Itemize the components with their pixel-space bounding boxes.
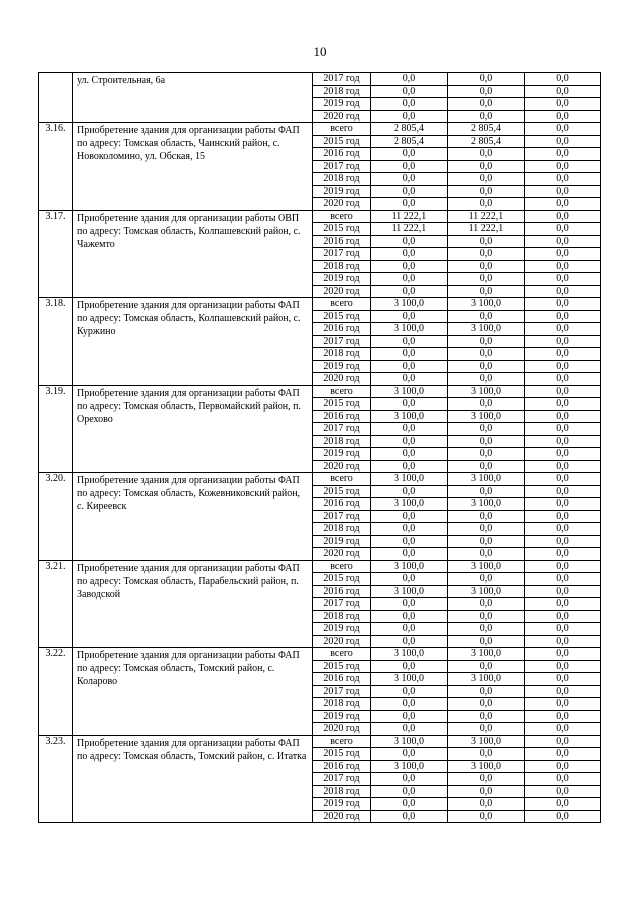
other-value-cell: 0,0 <box>525 460 601 473</box>
budget-value-cell: 0,0 <box>448 710 525 723</box>
period-cell: 2016 год <box>313 323 371 336</box>
budget-value-cell: 0,0 <box>448 73 525 86</box>
budget-value-cell: 0,0 <box>448 573 525 586</box>
other-value-cell: 0,0 <box>525 748 601 761</box>
budget-value-cell: 0,0 <box>448 660 525 673</box>
period-cell: 2018 год <box>313 260 371 273</box>
total-value-cell: 0,0 <box>371 810 448 823</box>
other-value-cell: 0,0 <box>525 73 601 86</box>
total-value-cell: 11 222,1 <box>371 210 448 223</box>
other-value-cell: 0,0 <box>525 735 601 748</box>
total-value-cell: 0,0 <box>371 285 448 298</box>
period-cell: 2018 год <box>313 435 371 448</box>
table-row <box>39 73 601 86</box>
total-value-cell: 0,0 <box>371 598 448 611</box>
budget-value-cell: 0,0 <box>448 198 525 211</box>
other-value-cell: 0,0 <box>525 785 601 798</box>
total-value-cell: 3 100,0 <box>371 673 448 686</box>
budget-value-cell: 0,0 <box>448 360 525 373</box>
period-cell: всего <box>313 473 371 486</box>
budget-value-cell: 0,0 <box>448 173 525 186</box>
period-cell: 2015 год <box>313 135 371 148</box>
other-value-cell: 0,0 <box>525 85 601 98</box>
other-value-cell: 0,0 <box>525 660 601 673</box>
period-cell: 2015 год <box>313 398 371 411</box>
budget-value-cell: 3 100,0 <box>448 760 525 773</box>
budget-value-cell: 0,0 <box>448 810 525 823</box>
budget-value-cell: 0,0 <box>448 785 525 798</box>
other-value-cell: 0,0 <box>525 548 601 561</box>
total-value-cell: 0,0 <box>371 535 448 548</box>
other-value-cell: 0,0 <box>525 510 601 523</box>
budget-value-cell: 0,0 <box>448 110 525 123</box>
other-value-cell: 0,0 <box>525 173 601 186</box>
item-number: 3.18. <box>39 298 73 386</box>
period-cell: 2019 год <box>313 798 371 811</box>
table-row <box>39 473 601 486</box>
other-value-cell: 0,0 <box>525 185 601 198</box>
budget-value-cell: 0,0 <box>448 723 525 736</box>
other-value-cell: 0,0 <box>525 110 601 123</box>
budget-value-cell: 3 100,0 <box>448 560 525 573</box>
budget-value-cell: 0,0 <box>448 698 525 711</box>
budget-value-cell: 0,0 <box>448 235 525 248</box>
other-value-cell: 0,0 <box>525 348 601 361</box>
budget-value-cell: 2 805,4 <box>448 135 525 148</box>
period-cell: всего <box>313 123 371 136</box>
period-cell: 2015 год <box>313 573 371 586</box>
period-cell: 2018 год <box>313 523 371 536</box>
budget-value-cell: 3 100,0 <box>448 473 525 486</box>
period-cell: 2018 год <box>313 173 371 186</box>
total-value-cell: 2 805,4 <box>371 135 448 148</box>
total-value-cell: 0,0 <box>371 260 448 273</box>
total-value-cell: 0,0 <box>371 448 448 461</box>
total-value-cell: 0,0 <box>371 523 448 536</box>
budget-value-cell: 0,0 <box>448 398 525 411</box>
total-value-cell: 11 222,1 <box>371 223 448 236</box>
other-value-cell: 0,0 <box>525 585 601 598</box>
item-description: Приобретение здания для организации работы ФАП по адресу: Томская область, Томский район, с. Итатка <box>73 735 313 823</box>
other-value-cell: 0,0 <box>525 598 601 611</box>
item-number: 3.20. <box>39 473 73 561</box>
other-value-cell: 0,0 <box>525 473 601 486</box>
other-value-cell: 0,0 <box>525 435 601 448</box>
item-description: Приобретение здания для организации работы ФАП по адресу: Томская область, Парабельский район, п. Заводской <box>73 560 313 648</box>
total-value-cell: 0,0 <box>371 148 448 161</box>
total-value-cell: 0,0 <box>371 98 448 111</box>
budget-value-cell: 11 222,1 <box>448 210 525 223</box>
total-value-cell: 0,0 <box>371 173 448 186</box>
other-value-cell: 0,0 <box>525 335 601 348</box>
other-value-cell: 0,0 <box>525 198 601 211</box>
other-value-cell: 0,0 <box>525 760 601 773</box>
budget-value-cell: 0,0 <box>448 160 525 173</box>
table-row <box>39 735 601 748</box>
budget-value-cell: 0,0 <box>448 85 525 98</box>
period-cell: 2017 год <box>313 335 371 348</box>
period-cell: 2017 год <box>313 773 371 786</box>
budget-value-cell: 3 100,0 <box>448 735 525 748</box>
other-value-cell: 0,0 <box>525 698 601 711</box>
period-cell: 2019 год <box>313 623 371 636</box>
item-number <box>39 73 73 123</box>
program-table-body <box>39 73 601 823</box>
period-cell: 2020 год <box>313 548 371 561</box>
other-value-cell: 0,0 <box>525 98 601 111</box>
item-description: Приобретение здания для организации работы ФАП по адресу: Томская область, Кожевниковский район, с. Киреевск <box>73 473 313 561</box>
budget-value-cell: 0,0 <box>448 98 525 111</box>
other-value-cell: 0,0 <box>525 798 601 811</box>
period-cell: 2019 год <box>313 185 371 198</box>
budget-value-cell: 0,0 <box>448 773 525 786</box>
budget-value-cell: 0,0 <box>448 510 525 523</box>
other-value-cell: 0,0 <box>525 210 601 223</box>
period-cell: 2018 год <box>313 610 371 623</box>
budget-value-cell: 0,0 <box>448 685 525 698</box>
total-value-cell: 0,0 <box>371 635 448 648</box>
period-cell: 2018 год <box>313 785 371 798</box>
other-value-cell: 0,0 <box>525 498 601 511</box>
other-value-cell: 0,0 <box>525 223 601 236</box>
total-value-cell: 0,0 <box>371 423 448 436</box>
other-value-cell: 0,0 <box>525 648 601 661</box>
total-value-cell: 3 100,0 <box>371 760 448 773</box>
budget-value-cell: 0,0 <box>448 610 525 623</box>
period-cell: 2016 год <box>313 235 371 248</box>
budget-value-cell: 3 100,0 <box>448 298 525 311</box>
budget-value-cell: 0,0 <box>448 285 525 298</box>
total-value-cell: 0,0 <box>371 273 448 286</box>
total-value-cell: 0,0 <box>371 85 448 98</box>
period-cell: 2018 год <box>313 348 371 361</box>
total-value-cell: 3 100,0 <box>371 560 448 573</box>
other-value-cell: 0,0 <box>525 535 601 548</box>
other-value-cell: 0,0 <box>525 298 601 311</box>
total-value-cell: 3 100,0 <box>371 410 448 423</box>
budget-value-cell: 3 100,0 <box>448 410 525 423</box>
other-value-cell: 0,0 <box>525 385 601 398</box>
budget-value-cell: 0,0 <box>448 448 525 461</box>
other-value-cell: 0,0 <box>525 235 601 248</box>
period-cell: 2020 год <box>313 810 371 823</box>
total-value-cell: 0,0 <box>371 198 448 211</box>
other-value-cell: 0,0 <box>525 773 601 786</box>
period-cell: 2019 год <box>313 448 371 461</box>
other-value-cell: 0,0 <box>525 610 601 623</box>
other-value-cell: 0,0 <box>525 710 601 723</box>
total-value-cell: 0,0 <box>371 623 448 636</box>
item-number: 3.17. <box>39 210 73 298</box>
period-cell: 2017 год <box>313 598 371 611</box>
total-value-cell: 0,0 <box>371 573 448 586</box>
total-value-cell: 0,0 <box>371 110 448 123</box>
period-cell: 2016 год <box>313 410 371 423</box>
other-value-cell: 0,0 <box>525 248 601 261</box>
total-value-cell: 3 100,0 <box>371 735 448 748</box>
period-cell: 2020 год <box>313 198 371 211</box>
other-value-cell: 0,0 <box>525 160 601 173</box>
other-value-cell: 0,0 <box>525 635 601 648</box>
period-cell: 2015 год <box>313 660 371 673</box>
total-value-cell: 0,0 <box>371 235 448 248</box>
other-value-cell: 0,0 <box>525 810 601 823</box>
period-cell: 2015 год <box>313 485 371 498</box>
total-value-cell: 0,0 <box>371 435 448 448</box>
budget-value-cell: 0,0 <box>448 623 525 636</box>
other-value-cell: 0,0 <box>525 573 601 586</box>
total-value-cell: 0,0 <box>371 698 448 711</box>
total-value-cell: 0,0 <box>371 660 448 673</box>
budget-value-cell: 0,0 <box>448 310 525 323</box>
total-value-cell: 0,0 <box>371 685 448 698</box>
total-value-cell: 0,0 <box>371 510 448 523</box>
total-value-cell: 0,0 <box>371 310 448 323</box>
other-value-cell: 0,0 <box>525 260 601 273</box>
other-value-cell: 0,0 <box>525 523 601 536</box>
total-value-cell: 0,0 <box>371 398 448 411</box>
period-cell: 2020 год <box>313 373 371 386</box>
period-cell: 2017 год <box>313 510 371 523</box>
budget-value-cell: 0,0 <box>448 748 525 761</box>
budget-value-cell: 0,0 <box>448 523 525 536</box>
total-value-cell: 0,0 <box>371 773 448 786</box>
total-value-cell: 0,0 <box>371 360 448 373</box>
period-cell: 2016 год <box>313 585 371 598</box>
period-cell: всего <box>313 210 371 223</box>
period-cell: 2017 год <box>313 73 371 86</box>
total-value-cell: 0,0 <box>371 185 448 198</box>
budget-value-cell: 0,0 <box>448 373 525 386</box>
budget-value-cell: 0,0 <box>448 148 525 161</box>
budget-value-cell: 3 100,0 <box>448 673 525 686</box>
total-value-cell: 0,0 <box>371 73 448 86</box>
period-cell: 2020 год <box>313 285 371 298</box>
item-description: Приобретение здания для организации работы ФАП по адресу: Томская область, Первомайский район, п. Орехово <box>73 385 313 473</box>
total-value-cell: 0,0 <box>371 160 448 173</box>
period-cell: 2019 год <box>313 360 371 373</box>
page-number: 10 <box>313 44 327 59</box>
other-value-cell: 0,0 <box>525 685 601 698</box>
total-value-cell: 3 100,0 <box>371 298 448 311</box>
period-cell: 2020 год <box>313 723 371 736</box>
budget-value-cell: 0,0 <box>448 273 525 286</box>
item-description: Приобретение здания для организации работы ОВП по адресу: Томская область, Колпашевский район, с. Чажемто <box>73 210 313 298</box>
budget-value-cell: 2 805,4 <box>448 123 525 136</box>
total-value-cell: 0,0 <box>371 785 448 798</box>
other-value-cell: 0,0 <box>525 448 601 461</box>
budget-value-cell: 0,0 <box>448 535 525 548</box>
total-value-cell: 0,0 <box>371 248 448 261</box>
table-row <box>39 648 601 661</box>
budget-value-cell: 11 222,1 <box>448 223 525 236</box>
period-cell: всего <box>313 735 371 748</box>
period-cell: 2017 год <box>313 160 371 173</box>
other-value-cell: 0,0 <box>525 285 601 298</box>
period-cell: 2016 год <box>313 498 371 511</box>
other-value-cell: 0,0 <box>525 123 601 136</box>
budget-value-cell: 3 100,0 <box>448 585 525 598</box>
budget-value-cell: 0,0 <box>448 598 525 611</box>
period-cell: 2019 год <box>313 710 371 723</box>
total-value-cell: 0,0 <box>371 373 448 386</box>
other-value-cell: 0,0 <box>525 360 601 373</box>
table-row <box>39 298 601 311</box>
total-value-cell: 0,0 <box>371 348 448 361</box>
other-value-cell: 0,0 <box>525 410 601 423</box>
budget-value-cell: 3 100,0 <box>448 323 525 336</box>
item-number: 3.19. <box>39 385 73 473</box>
total-value-cell: 3 100,0 <box>371 648 448 661</box>
table-row <box>39 123 601 136</box>
budget-value-cell: 0,0 <box>448 335 525 348</box>
budget-value-cell: 3 100,0 <box>448 385 525 398</box>
other-value-cell: 0,0 <box>525 560 601 573</box>
other-value-cell: 0,0 <box>525 310 601 323</box>
period-cell: 2016 год <box>313 760 371 773</box>
total-value-cell: 3 100,0 <box>371 498 448 511</box>
total-value-cell: 3 100,0 <box>371 385 448 398</box>
item-description: Приобретение здания для организации работы ФАП по адресу: Томская область, Чаинский район, с. Новоколомино, ул. Обская, 15 <box>73 123 313 211</box>
other-value-cell: 0,0 <box>525 398 601 411</box>
total-value-cell: 3 100,0 <box>371 323 448 336</box>
total-value-cell: 0,0 <box>371 748 448 761</box>
item-description: ул. Строительная, 6а <box>73 73 313 123</box>
budget-value-cell: 0,0 <box>448 798 525 811</box>
table-row <box>39 560 601 573</box>
other-value-cell: 0,0 <box>525 673 601 686</box>
period-cell: 2018 год <box>313 85 371 98</box>
budget-value-cell: 0,0 <box>448 460 525 473</box>
period-cell: 2019 год <box>313 98 371 111</box>
budget-value-cell: 0,0 <box>448 260 525 273</box>
period-cell: 2015 год <box>313 223 371 236</box>
table-row <box>39 385 601 398</box>
other-value-cell: 0,0 <box>525 485 601 498</box>
item-description: Приобретение здания для организации работы ФАП по адресу: Томская область, Томский район, с. Коларово <box>73 648 313 736</box>
budget-value-cell: 0,0 <box>448 435 525 448</box>
period-cell: 2016 год <box>313 673 371 686</box>
budget-value-cell: 0,0 <box>448 423 525 436</box>
period-cell: 2015 год <box>313 748 371 761</box>
other-value-cell: 0,0 <box>525 148 601 161</box>
period-cell: 2018 год <box>313 698 371 711</box>
budget-value-cell: 0,0 <box>448 248 525 261</box>
period-cell: 2017 год <box>313 423 371 436</box>
budget-value-cell: 0,0 <box>448 185 525 198</box>
period-cell: всего <box>313 385 371 398</box>
total-value-cell: 0,0 <box>371 710 448 723</box>
total-value-cell: 3 100,0 <box>371 473 448 486</box>
other-value-cell: 0,0 <box>525 723 601 736</box>
total-value-cell: 2 805,4 <box>371 123 448 136</box>
total-value-cell: 3 100,0 <box>371 585 448 598</box>
period-cell: 2016 год <box>313 148 371 161</box>
item-number: 3.23. <box>39 735 73 823</box>
period-cell: 2017 год <box>313 685 371 698</box>
item-number: 3.21. <box>39 560 73 648</box>
other-value-cell: 0,0 <box>525 623 601 636</box>
period-cell: 2020 год <box>313 110 371 123</box>
item-number: 3.22. <box>39 648 73 736</box>
period-cell: 2020 год <box>313 635 371 648</box>
table-row <box>39 210 601 223</box>
budget-value-cell: 3 100,0 <box>448 498 525 511</box>
item-number: 3.16. <box>39 123 73 211</box>
budget-value-cell: 0,0 <box>448 348 525 361</box>
budget-value-cell: 0,0 <box>448 635 525 648</box>
program-table <box>38 72 601 823</box>
other-value-cell: 0,0 <box>525 423 601 436</box>
item-description: Приобретение здания для организации работы ФАП по адресу: Томская область, Колпашевский район, с. Куржино <box>73 298 313 386</box>
budget-value-cell: 3 100,0 <box>448 648 525 661</box>
period-cell: 2019 год <box>313 273 371 286</box>
period-cell: всего <box>313 560 371 573</box>
other-value-cell: 0,0 <box>525 373 601 386</box>
budget-value-cell: 0,0 <box>448 548 525 561</box>
total-value-cell: 0,0 <box>371 610 448 623</box>
period-cell: всего <box>313 648 371 661</box>
budget-value-cell: 0,0 <box>448 485 525 498</box>
total-value-cell: 0,0 <box>371 485 448 498</box>
total-value-cell: 0,0 <box>371 798 448 811</box>
period-cell: 2020 год <box>313 460 371 473</box>
period-cell: 2019 год <box>313 535 371 548</box>
other-value-cell: 0,0 <box>525 323 601 336</box>
other-value-cell: 0,0 <box>525 135 601 148</box>
total-value-cell: 0,0 <box>371 335 448 348</box>
total-value-cell: 0,0 <box>371 460 448 473</box>
other-value-cell: 0,0 <box>525 273 601 286</box>
total-value-cell: 0,0 <box>371 723 448 736</box>
period-cell: 2015 год <box>313 310 371 323</box>
period-cell: 2017 год <box>313 248 371 261</box>
total-value-cell: 0,0 <box>371 548 448 561</box>
period-cell: всего <box>313 298 371 311</box>
